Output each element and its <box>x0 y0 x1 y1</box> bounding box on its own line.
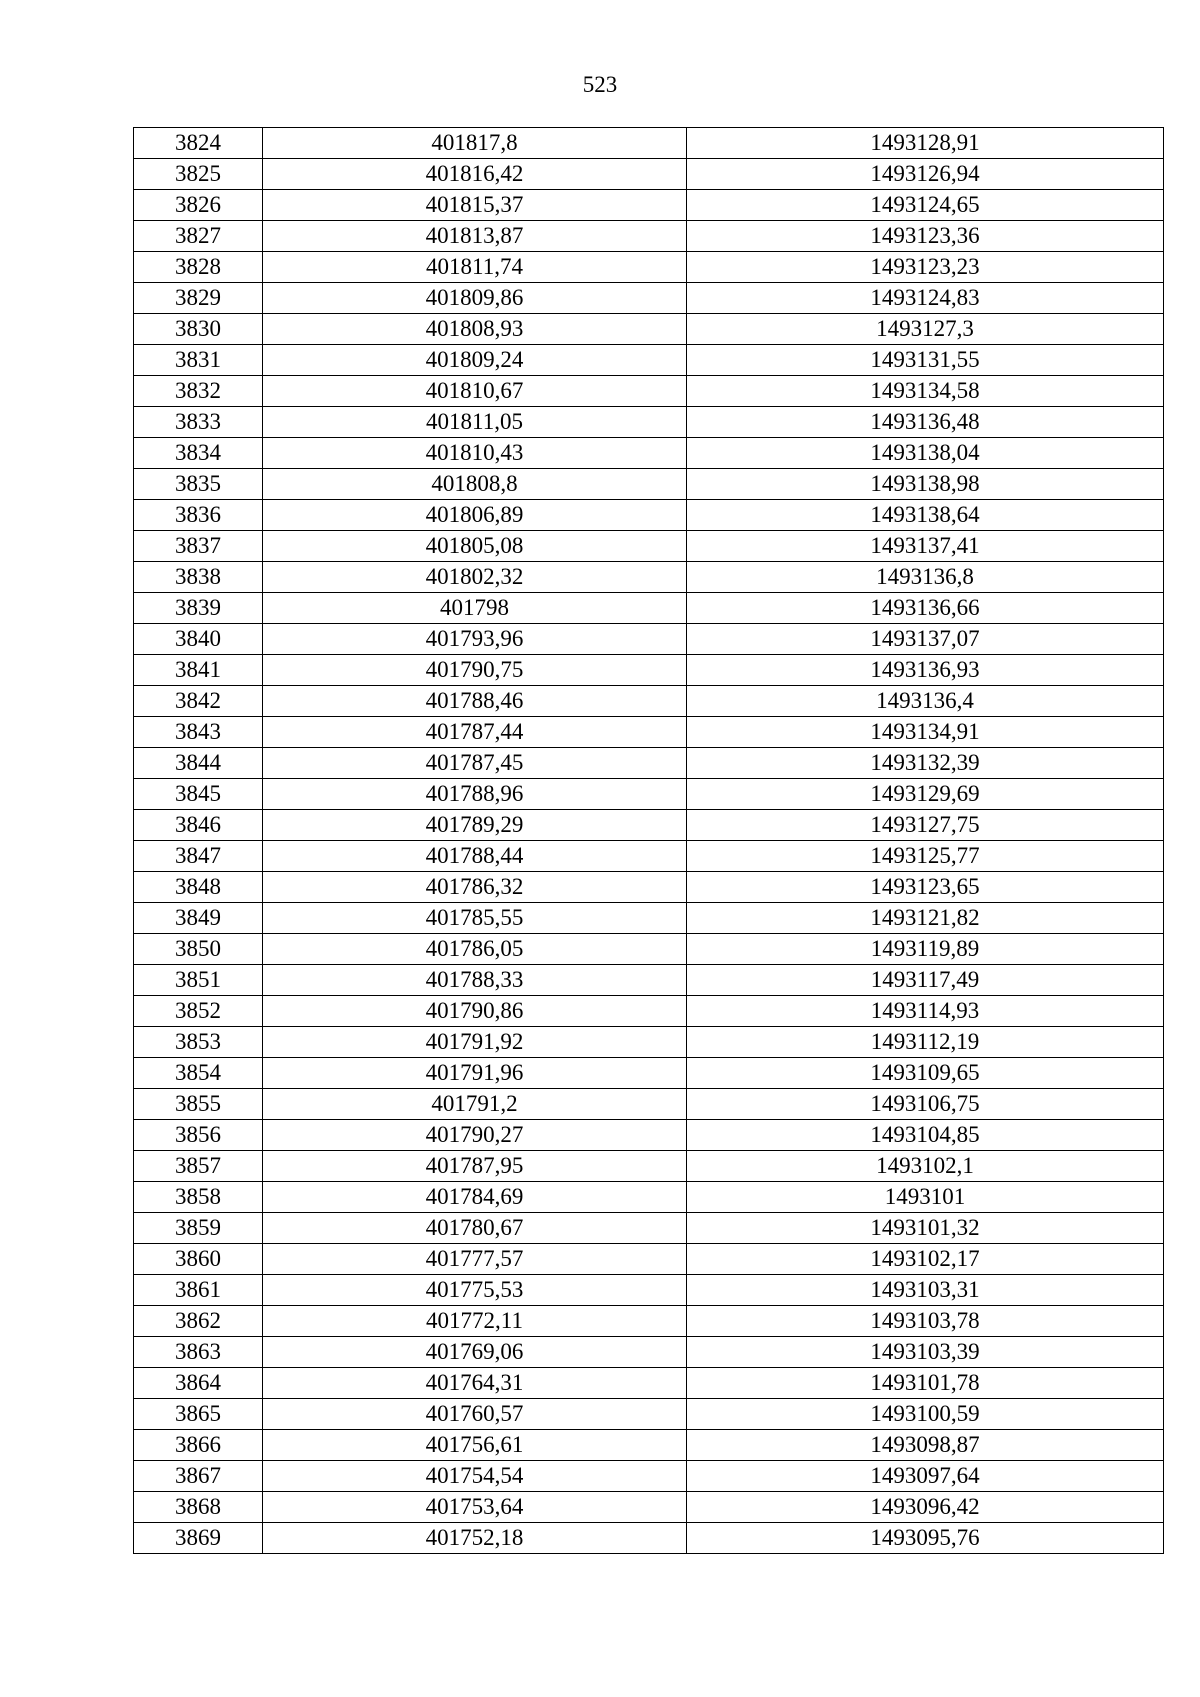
y-coordinate-cell: 1493136,4 <box>687 686 1164 717</box>
y-coordinate-cell: 1493101 <box>687 1182 1164 1213</box>
point-number-cell: 3841 <box>134 655 263 686</box>
y-coordinate-cell: 1493101,78 <box>687 1368 1164 1399</box>
x-coordinate-cell: 401788,46 <box>263 686 687 717</box>
table-row <box>134 1399 1164 1430</box>
point-number-cell: 3855 <box>134 1089 263 1120</box>
table-row <box>134 1368 1164 1399</box>
point-number-cell: 3845 <box>134 779 263 810</box>
y-coordinate-cell: 1493128,91 <box>687 128 1164 159</box>
y-coordinate-cell: 1493137,41 <box>687 531 1164 562</box>
x-coordinate-cell: 401788,33 <box>263 965 687 996</box>
point-number-cell: 3863 <box>134 1337 263 1368</box>
x-coordinate-cell: 401809,24 <box>263 345 687 376</box>
y-coordinate-cell: 1493136,66 <box>687 593 1164 624</box>
x-coordinate-cell: 401754,54 <box>263 1461 687 1492</box>
y-coordinate-cell: 1493101,32 <box>687 1213 1164 1244</box>
table-row <box>134 872 1164 903</box>
y-coordinate-cell: 1493134,91 <box>687 717 1164 748</box>
table-row <box>134 1151 1164 1182</box>
point-number-cell: 3843 <box>134 717 263 748</box>
point-number-cell: 3846 <box>134 810 263 841</box>
x-coordinate-cell: 401817,8 <box>263 128 687 159</box>
y-coordinate-cell: 1493131,55 <box>687 345 1164 376</box>
point-number-cell: 3829 <box>134 283 263 314</box>
page-number: 523 <box>582 72 618 97</box>
table-row <box>134 903 1164 934</box>
x-coordinate-cell: 401810,43 <box>263 438 687 469</box>
table-row <box>134 1306 1164 1337</box>
point-number-cell: 3862 <box>134 1306 263 1337</box>
x-coordinate-cell: 401772,11 <box>263 1306 687 1337</box>
table-row <box>134 221 1164 252</box>
x-coordinate-cell: 401777,57 <box>263 1244 687 1275</box>
x-coordinate-cell: 401798 <box>263 593 687 624</box>
x-coordinate-cell: 401793,96 <box>263 624 687 655</box>
y-coordinate-cell: 1493103,78 <box>687 1306 1164 1337</box>
table-row <box>134 345 1164 376</box>
x-coordinate-cell: 401788,96 <box>263 779 687 810</box>
y-coordinate-cell: 1493136,48 <box>687 407 1164 438</box>
y-coordinate-cell: 1493119,89 <box>687 934 1164 965</box>
x-coordinate-cell: 401789,29 <box>263 810 687 841</box>
table-row <box>134 655 1164 686</box>
x-coordinate-cell: 401790,75 <box>263 655 687 686</box>
point-number-cell: 3830 <box>134 314 263 345</box>
y-coordinate-cell: 1493102,17 <box>687 1244 1164 1275</box>
point-number-cell: 3837 <box>134 531 263 562</box>
y-coordinate-cell: 1493123,36 <box>687 221 1164 252</box>
point-number-cell: 3832 <box>134 376 263 407</box>
table-row <box>134 810 1164 841</box>
point-number-cell: 3854 <box>134 1058 263 1089</box>
y-coordinate-cell: 1493102,1 <box>687 1151 1164 1182</box>
x-coordinate-cell: 401811,74 <box>263 252 687 283</box>
table-row <box>134 438 1164 469</box>
y-coordinate-cell: 1493103,31 <box>687 1275 1164 1306</box>
table-row <box>134 1058 1164 1089</box>
y-coordinate-cell: 1493112,19 <box>687 1027 1164 1058</box>
point-number-cell: 3836 <box>134 500 263 531</box>
point-number-cell: 3869 <box>134 1523 263 1554</box>
y-coordinate-cell: 1493124,83 <box>687 283 1164 314</box>
point-number-cell: 3827 <box>134 221 263 252</box>
y-coordinate-cell: 1493097,64 <box>687 1461 1164 1492</box>
table-row <box>134 283 1164 314</box>
y-coordinate-cell: 1493134,58 <box>687 376 1164 407</box>
x-coordinate-cell: 401813,87 <box>263 221 687 252</box>
x-coordinate-cell: 401802,32 <box>263 562 687 593</box>
point-number-cell: 3824 <box>134 128 263 159</box>
point-number-cell: 3853 <box>134 1027 263 1058</box>
point-number-cell: 3840 <box>134 624 263 655</box>
x-coordinate-cell: 401756,61 <box>263 1430 687 1461</box>
x-coordinate-cell: 401811,05 <box>263 407 687 438</box>
x-coordinate-cell: 401816,42 <box>263 159 687 190</box>
y-coordinate-cell: 1493138,98 <box>687 469 1164 500</box>
y-coordinate-cell: 1493127,3 <box>687 314 1164 345</box>
table-row <box>134 469 1164 500</box>
x-coordinate-cell: 401791,96 <box>263 1058 687 1089</box>
table-row <box>134 1182 1164 1213</box>
point-number-cell: 3834 <box>134 438 263 469</box>
point-number-cell: 3868 <box>134 1492 263 1523</box>
x-coordinate-cell: 401775,53 <box>263 1275 687 1306</box>
table-row <box>134 128 1164 159</box>
y-coordinate-cell: 1493100,59 <box>687 1399 1164 1430</box>
point-number-cell: 3842 <box>134 686 263 717</box>
y-coordinate-cell: 1493114,93 <box>687 996 1164 1027</box>
point-number-cell: 3851 <box>134 965 263 996</box>
x-coordinate-cell: 401764,31 <box>263 1368 687 1399</box>
table-row <box>134 376 1164 407</box>
x-coordinate-cell: 401786,05 <box>263 934 687 965</box>
x-coordinate-cell: 401788,44 <box>263 841 687 872</box>
y-coordinate-cell: 1493138,04 <box>687 438 1164 469</box>
coordinates-table <box>133 127 1164 1554</box>
point-number-cell: 3856 <box>134 1120 263 1151</box>
point-number-cell: 3833 <box>134 407 263 438</box>
point-number-cell: 3864 <box>134 1368 263 1399</box>
table-row <box>134 1430 1164 1461</box>
point-number-cell: 3825 <box>134 159 263 190</box>
y-coordinate-cell: 1493136,93 <box>687 655 1164 686</box>
x-coordinate-cell: 401769,06 <box>263 1337 687 1368</box>
x-coordinate-cell: 401810,67 <box>263 376 687 407</box>
table-row <box>134 1523 1164 1554</box>
y-coordinate-cell: 1493098,87 <box>687 1430 1164 1461</box>
x-coordinate-cell: 401786,32 <box>263 872 687 903</box>
y-coordinate-cell: 1493123,23 <box>687 252 1164 283</box>
table-row <box>134 159 1164 190</box>
point-number-cell: 3865 <box>134 1399 263 1430</box>
point-number-cell: 3835 <box>134 469 263 500</box>
y-coordinate-cell: 1493095,76 <box>687 1523 1164 1554</box>
y-coordinate-cell: 1493117,49 <box>687 965 1164 996</box>
table-row <box>134 500 1164 531</box>
table-row <box>134 252 1164 283</box>
x-coordinate-cell: 401784,69 <box>263 1182 687 1213</box>
point-number-cell: 3852 <box>134 996 263 1027</box>
point-number-cell: 3849 <box>134 903 263 934</box>
x-coordinate-cell: 401787,45 <box>263 748 687 779</box>
table-row <box>134 1275 1164 1306</box>
point-number-cell: 3859 <box>134 1213 263 1244</box>
table-row <box>134 1120 1164 1151</box>
table-row <box>134 624 1164 655</box>
x-coordinate-cell: 401780,67 <box>263 1213 687 1244</box>
x-coordinate-cell: 401791,92 <box>263 1027 687 1058</box>
y-coordinate-cell: 1493125,77 <box>687 841 1164 872</box>
table-row <box>134 190 1164 221</box>
table-row <box>134 593 1164 624</box>
table-row <box>134 965 1164 996</box>
x-coordinate-cell: 401752,18 <box>263 1523 687 1554</box>
point-number-cell: 3839 <box>134 593 263 624</box>
x-coordinate-cell: 401787,44 <box>263 717 687 748</box>
table-row <box>134 407 1164 438</box>
x-coordinate-cell: 401808,8 <box>263 469 687 500</box>
y-coordinate-cell: 1493132,39 <box>687 748 1164 779</box>
y-coordinate-cell: 1493121,82 <box>687 903 1164 934</box>
table-row <box>134 934 1164 965</box>
table-row <box>134 1027 1164 1058</box>
x-coordinate-cell: 401809,86 <box>263 283 687 314</box>
point-number-cell: 3858 <box>134 1182 263 1213</box>
y-coordinate-cell: 1493124,65 <box>687 190 1164 221</box>
x-coordinate-cell: 401808,93 <box>263 314 687 345</box>
table-row <box>134 1089 1164 1120</box>
point-number-cell: 3848 <box>134 872 263 903</box>
table-row <box>134 1213 1164 1244</box>
y-coordinate-cell: 1493126,94 <box>687 159 1164 190</box>
point-number-cell: 3828 <box>134 252 263 283</box>
point-number-cell: 3831 <box>134 345 263 376</box>
x-coordinate-cell: 401806,89 <box>263 500 687 531</box>
x-coordinate-cell: 401805,08 <box>263 531 687 562</box>
x-coordinate-cell: 401790,86 <box>263 996 687 1027</box>
y-coordinate-cell: 1493104,85 <box>687 1120 1164 1151</box>
y-coordinate-cell: 1493109,65 <box>687 1058 1164 1089</box>
point-number-cell: 3860 <box>134 1244 263 1275</box>
table-row <box>134 686 1164 717</box>
y-coordinate-cell: 1493137,07 <box>687 624 1164 655</box>
point-number-cell: 3867 <box>134 1461 263 1492</box>
table-row <box>134 841 1164 872</box>
point-number-cell: 3857 <box>134 1151 263 1182</box>
x-coordinate-cell: 401753,64 <box>263 1492 687 1523</box>
y-coordinate-cell: 1493123,65 <box>687 872 1164 903</box>
table-row <box>134 779 1164 810</box>
y-coordinate-cell: 1493103,39 <box>687 1337 1164 1368</box>
point-number-cell: 3866 <box>134 1430 263 1461</box>
table-row <box>134 1337 1164 1368</box>
x-coordinate-cell: 401815,37 <box>263 190 687 221</box>
point-number-cell: 3844 <box>134 748 263 779</box>
y-coordinate-cell: 1493127,75 <box>687 810 1164 841</box>
point-number-cell: 3838 <box>134 562 263 593</box>
point-number-cell: 3847 <box>134 841 263 872</box>
table-row <box>134 1244 1164 1275</box>
point-number-cell: 3861 <box>134 1275 263 1306</box>
y-coordinate-cell: 1493138,64 <box>687 500 1164 531</box>
point-number-cell: 3850 <box>134 934 263 965</box>
x-coordinate-cell: 401760,57 <box>263 1399 687 1430</box>
table-row <box>134 996 1164 1027</box>
coordinates-table-body <box>134 128 1164 1554</box>
x-coordinate-cell: 401791,2 <box>263 1089 687 1120</box>
table-row <box>134 314 1164 345</box>
y-coordinate-cell: 1493136,8 <box>687 562 1164 593</box>
x-coordinate-cell: 401785,55 <box>263 903 687 934</box>
table-row <box>134 1492 1164 1523</box>
y-coordinate-cell: 1493129,69 <box>687 779 1164 810</box>
table-row <box>134 562 1164 593</box>
x-coordinate-cell: 401787,95 <box>263 1151 687 1182</box>
table-row <box>134 531 1164 562</box>
y-coordinate-cell: 1493096,42 <box>687 1492 1164 1523</box>
y-coordinate-cell: 1493106,75 <box>687 1089 1164 1120</box>
table-row <box>134 1461 1164 1492</box>
x-coordinate-cell: 401790,27 <box>263 1120 687 1151</box>
table-row <box>134 717 1164 748</box>
table-row <box>134 748 1164 779</box>
point-number-cell: 3826 <box>134 190 263 221</box>
